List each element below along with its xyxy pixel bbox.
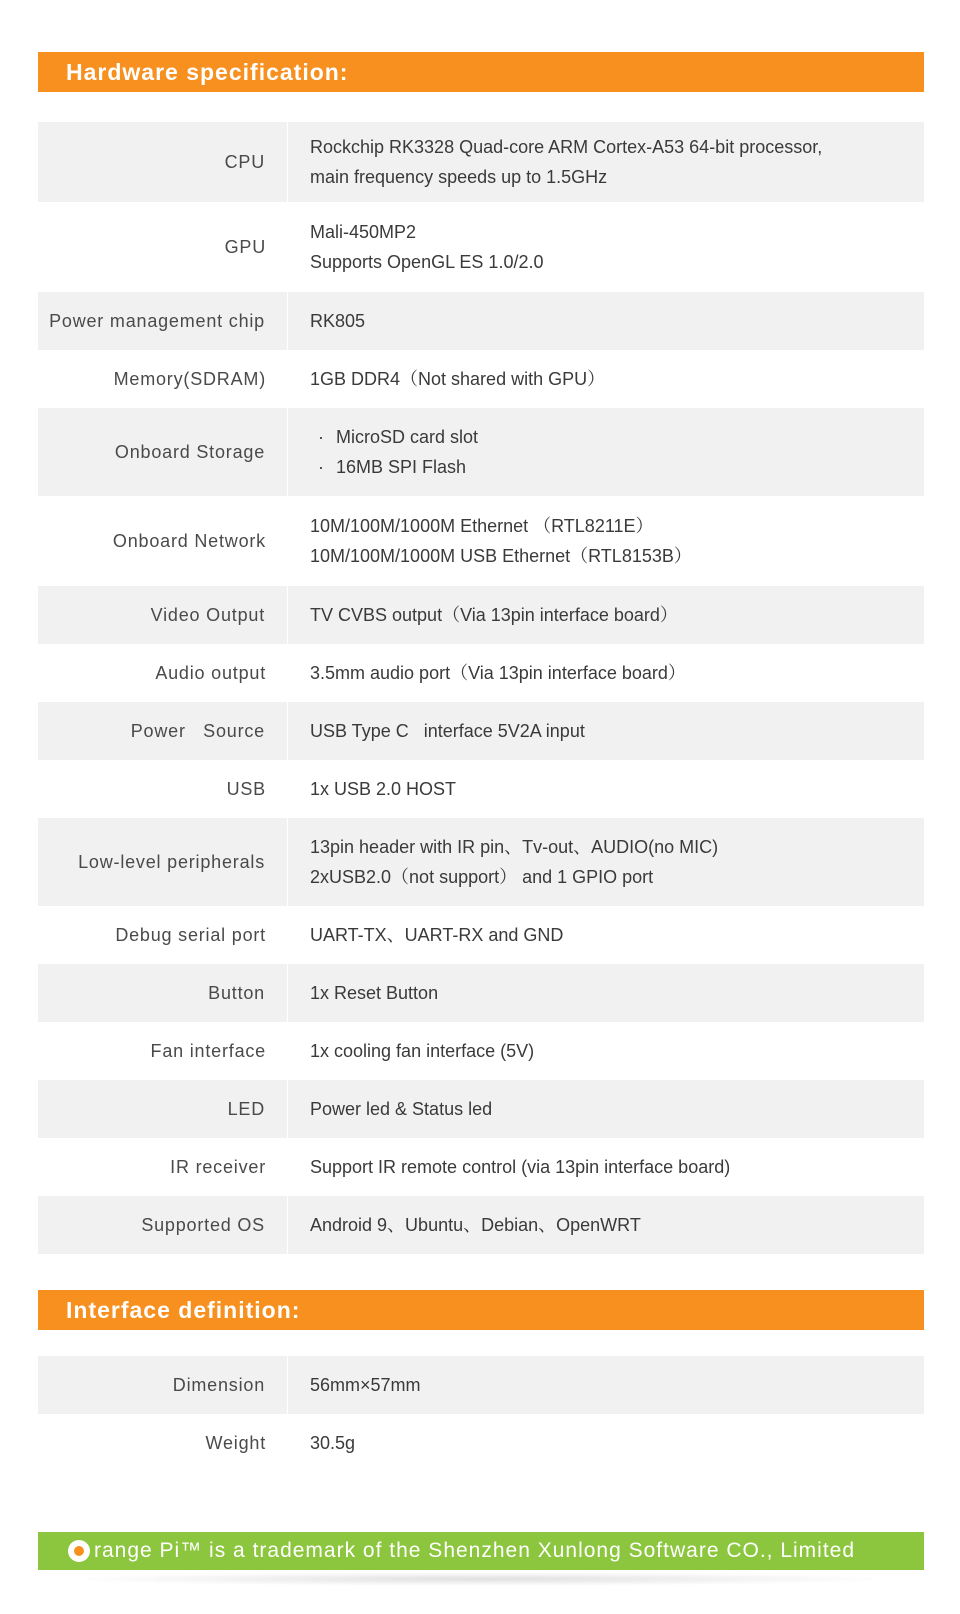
spec-value-line: UART-TX、UART-RX and GND (310, 925, 564, 945)
spec-row (38, 1196, 924, 1254)
spec-value (288, 306, 924, 336)
spec-row (38, 496, 924, 586)
spec-row (38, 1080, 924, 1138)
spec-row (38, 122, 924, 202)
spec-label: USB (226, 778, 266, 799)
spec-label: Onboard Storage (38, 408, 288, 496)
spec-value (288, 1036, 924, 1066)
spec-value (288, 978, 924, 1008)
spec-value (288, 1370, 924, 1400)
spec-label: Audio output (155, 662, 266, 683)
spec-row (38, 408, 924, 496)
spec-row (38, 760, 924, 818)
spec-value-line: 30.5g (310, 1433, 356, 1453)
spec-value (288, 600, 924, 630)
spec-value-line: 10M/100M/1000M Ethernet （RTL8211E） (310, 516, 654, 536)
spec-row (38, 292, 924, 350)
spec-value (288, 1428, 924, 1458)
spec-row (38, 1414, 924, 1472)
spec-value (288, 1210, 924, 1240)
spec-label: Button (38, 964, 288, 1022)
spec-value (288, 658, 924, 688)
spec-value-line: Power led & Status led (310, 1099, 493, 1119)
spec-label: Debug serial port (115, 924, 266, 945)
spec-value (288, 1094, 924, 1124)
spec-value (288, 832, 924, 892)
spec-row (38, 1356, 924, 1414)
spec-label: CPU (38, 122, 288, 202)
interface-spec-table (38, 1356, 924, 1472)
spec-value (288, 132, 924, 192)
bullet-text: 16MB SPI Flash (336, 457, 467, 477)
spec-value-line: Support IR remote control (via 13pin interface board) (310, 1157, 731, 1177)
spec-label: Onboard Network (112, 530, 266, 551)
spec-value-line: 10M/100M/1000M USB Ethernet（RTL8153B） (310, 546, 692, 566)
spec-value-line: 3.5mm audio port（Via 13pin interface board） (310, 663, 686, 683)
spec-value-bullet (310, 452, 914, 482)
spec-value-line: TV CVBS output（Via 13pin interface board） (310, 605, 678, 625)
spec-label: Supported OS (38, 1196, 288, 1254)
spec-value (288, 422, 924, 482)
trademark-footer (38, 1532, 924, 1570)
spec-row (38, 586, 924, 644)
spec-label: Dimension (38, 1356, 288, 1414)
spec-row (38, 1022, 924, 1080)
spec-label: Memory(SDRAM) (113, 368, 266, 389)
spec-value (288, 774, 924, 804)
hardware-section-title: Hardware specification: (38, 52, 924, 92)
spec-value-line: Rockchip RK3328 Quad-core ARM Cortex-A53 64-bit processor, (310, 137, 823, 157)
interface-section-title: Interface definition: (38, 1290, 924, 1330)
spec-value-line: 56mm×57mm (310, 1375, 421, 1395)
trademark-text: range Pi™ is a trademark of the Shenzhen Xunlong Software CO., Limited (94, 1539, 856, 1562)
spec-row (38, 350, 924, 408)
spec-label: Low-level peripherals (38, 818, 288, 906)
spec-value-line: 1x Reset Button (310, 983, 439, 1003)
spec-value-line: Supports OpenGL ES 1.0/2.0 (310, 252, 544, 272)
spec-label: IR receiver (170, 1156, 266, 1177)
spec-label: Power Source (38, 702, 288, 760)
spec-value-line: 2xUSB2.0（not support） and 1 GPIO port (310, 867, 654, 887)
spec-value-line: USB Type C interface 5V2A input (310, 721, 585, 741)
spec-value-line: 1GB DDR4（Not shared with GPU） (310, 369, 606, 389)
spec-value-line: main frequency speeds up to 1.5GHz (310, 167, 608, 187)
bullet-dot-icon: · (318, 457, 324, 477)
bullet-dot-icon: · (318, 427, 324, 447)
spec-row (38, 702, 924, 760)
spec-value (288, 217, 924, 277)
orange-logo-icon (68, 1540, 90, 1562)
spec-value-line: Android 9、Ubuntu、Debian、OpenWRT (310, 1215, 641, 1235)
spec-value (288, 364, 924, 394)
spec-value (288, 511, 924, 571)
spec-label: Fan interface (150, 1040, 266, 1061)
spec-value (288, 1152, 924, 1182)
spec-value-line: RK805 (310, 311, 366, 331)
spec-row (38, 818, 924, 906)
spec-value (288, 716, 924, 746)
spec-label: LED (38, 1080, 288, 1138)
spec-row (38, 964, 924, 1022)
spec-row (38, 202, 924, 292)
spec-value (288, 920, 924, 950)
bullet-text: MicroSD card slot (336, 427, 479, 447)
spec-label: Power management chip (38, 292, 288, 350)
spec-row (38, 906, 924, 964)
spec-value-line: 13pin header with IR pin、Tv-out、AUDIO(no MIC) (310, 837, 719, 857)
spec-label: GPU (224, 236, 266, 257)
spec-value-bullet (310, 422, 914, 452)
spec-label: Weight (205, 1432, 266, 1453)
spec-row (38, 1138, 924, 1196)
spec-row (38, 644, 924, 702)
spec-label: Video Output (38, 586, 288, 644)
hardware-spec-table (38, 122, 924, 1254)
spec-value-line: 1x USB 2.0 HOST (310, 779, 457, 799)
spec-value-line: 1x cooling fan interface (5V) (310, 1041, 535, 1061)
footer-shadow (60, 1572, 900, 1586)
spec-value-line: Mali-450MP2 (310, 222, 417, 242)
